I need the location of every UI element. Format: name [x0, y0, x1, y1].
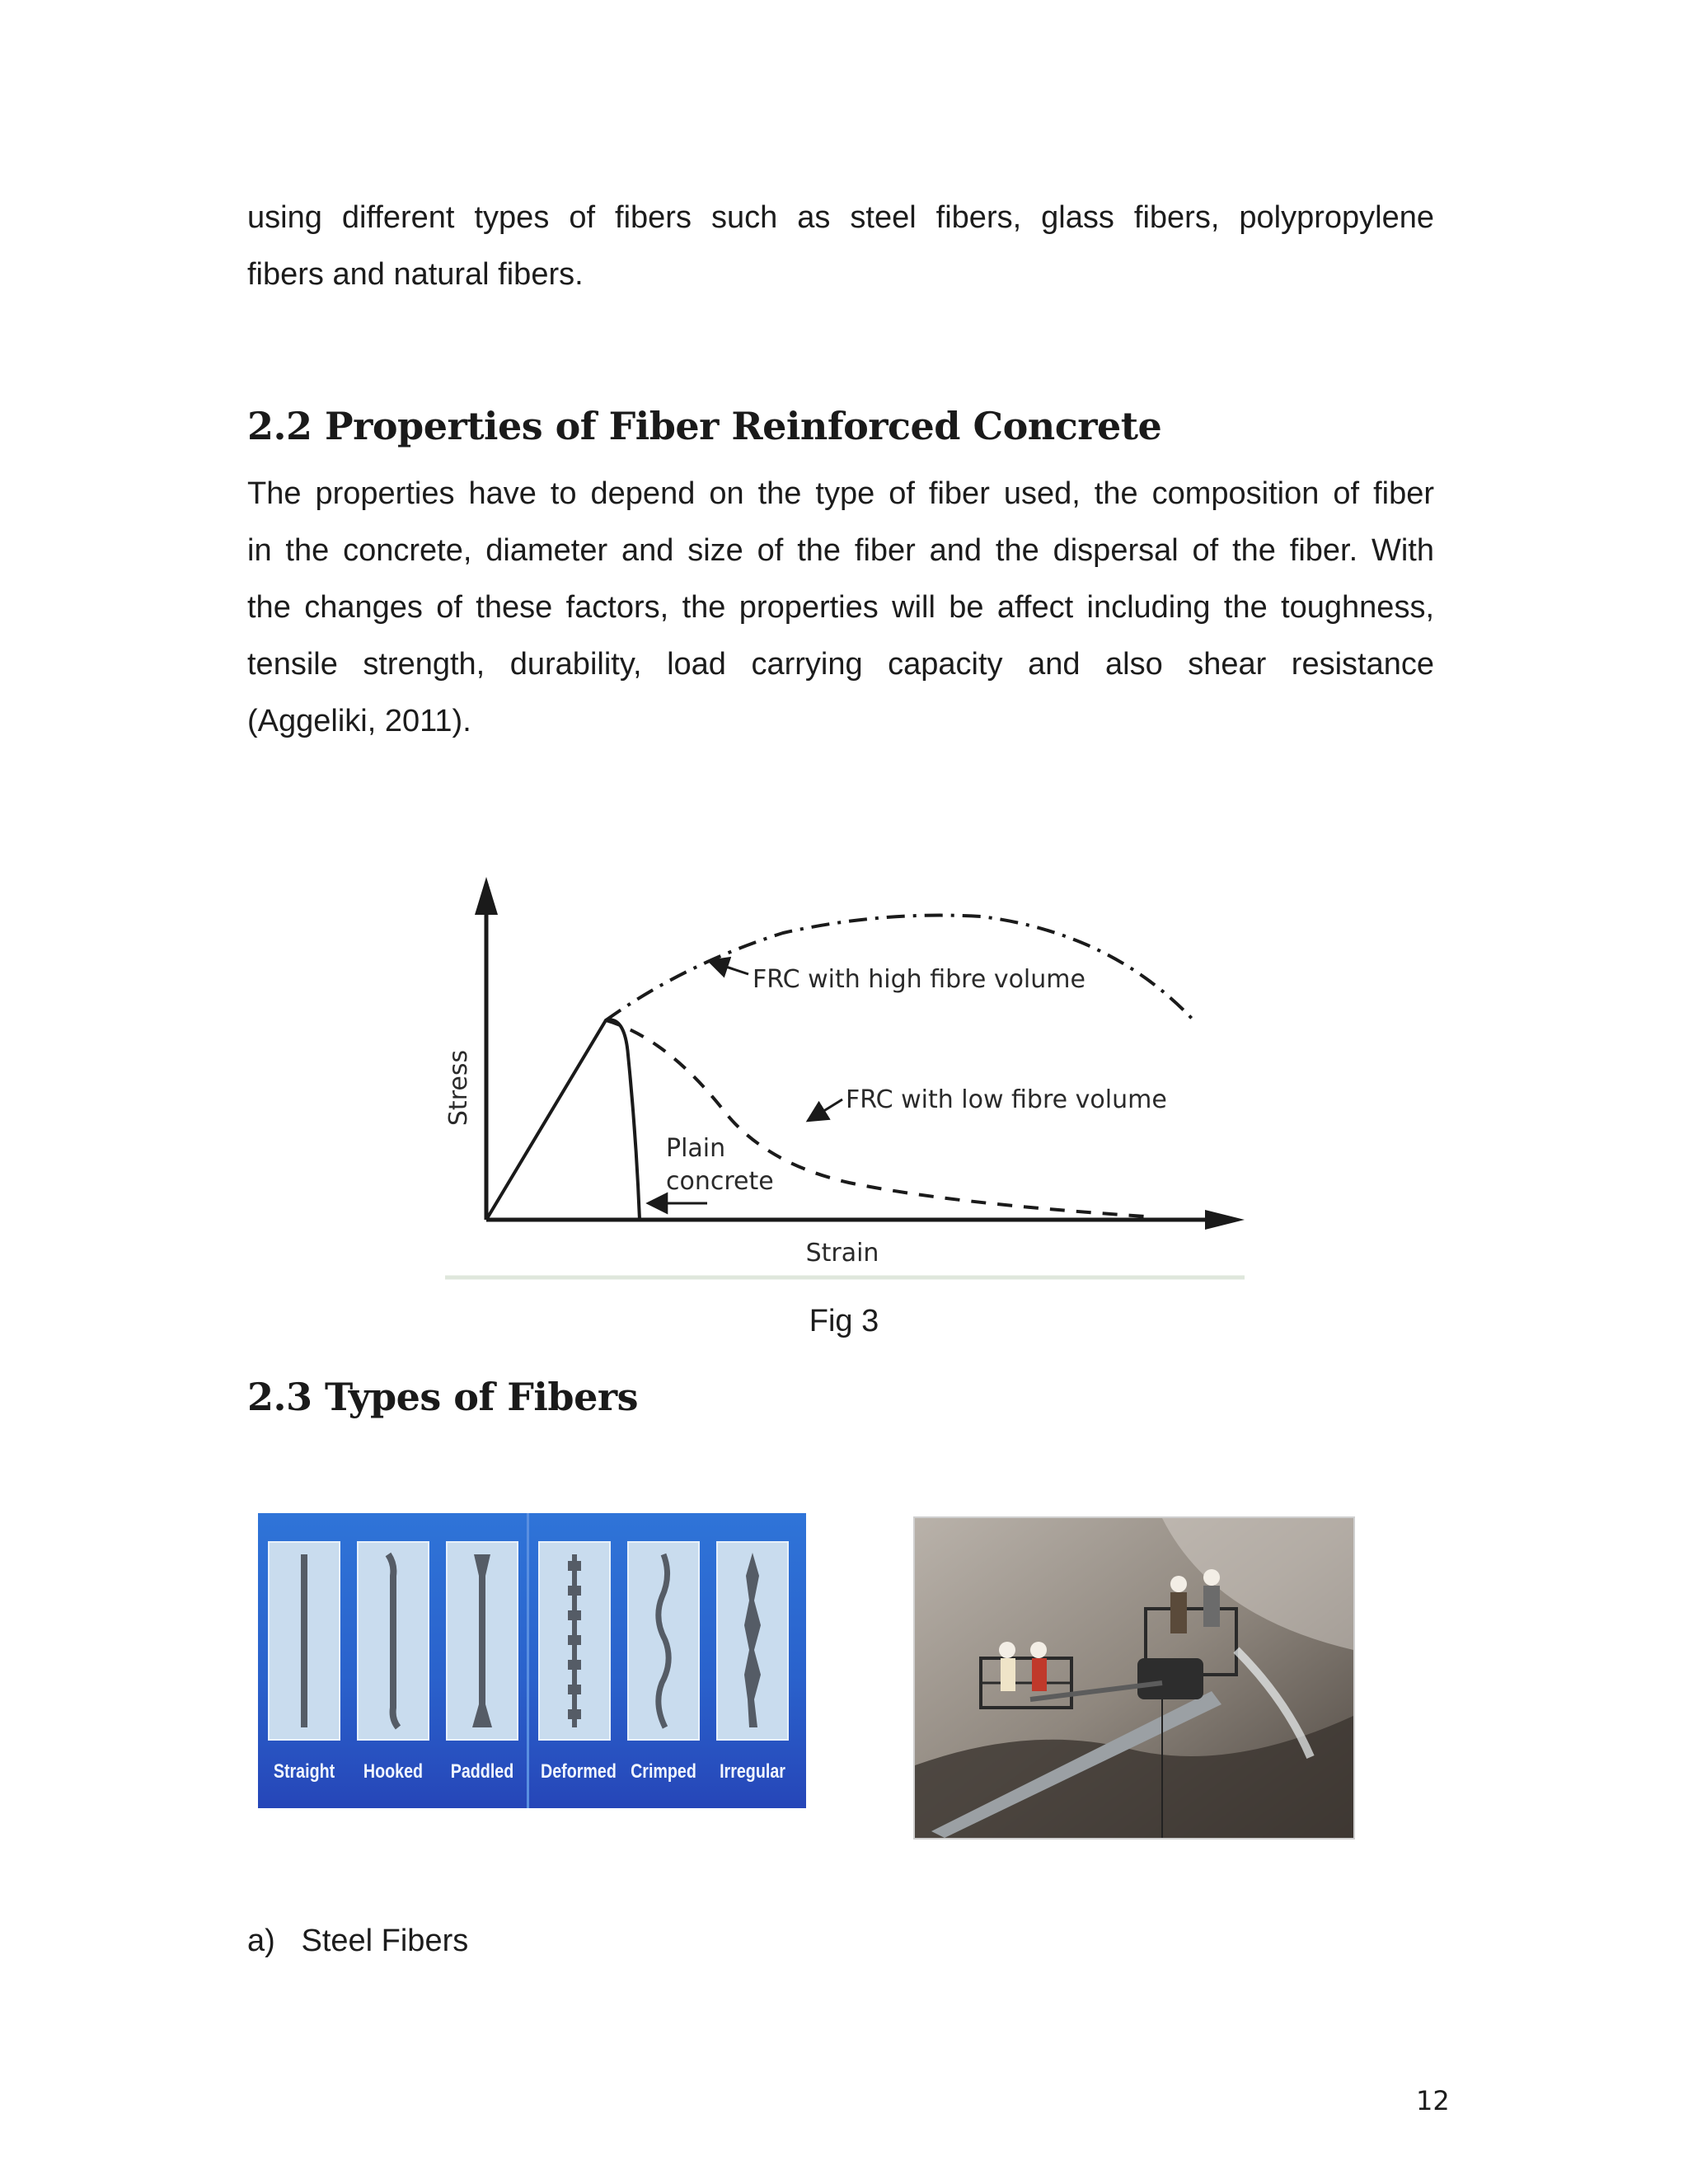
- page-number: 12: [1416, 2085, 1450, 2116]
- arrow-frc-low: [808, 1099, 842, 1121]
- list-marker: a): [247, 1924, 275, 1958]
- arrow-frc-high: [709, 961, 748, 974]
- hooked-fiber-icon: [359, 1543, 428, 1739]
- fiber-label-paddled: Paddled: [450, 1760, 514, 1783]
- shotcrete-photo: [913, 1516, 1355, 1840]
- section-heading-types: 2.3 Types of Fibers: [247, 1375, 638, 1419]
- fiber-card-irregular: [716, 1541, 789, 1741]
- figure-caption: Fig 3: [809, 1304, 879, 1338]
- stress-strain-chart: [420, 865, 1261, 1294]
- irregular-fiber-icon: [718, 1543, 787, 1739]
- label-plain-line-2: concrete: [666, 1167, 774, 1196]
- fiber-label-crimped: Crimped: [631, 1760, 696, 1783]
- intro-line-1: using different types of fibers such as steel fibers, glass fibers, polypropylene: [247, 200, 1434, 235]
- crimped-fiber-icon: [629, 1543, 698, 1739]
- fiber-shapes-image: [258, 1513, 806, 1808]
- intro-paragraph: [247, 190, 1434, 303]
- panel-divider: [527, 1513, 529, 1808]
- list-item-steel-fibers: [247, 1924, 468, 1959]
- fiber-label-hooked: Hooked: [363, 1760, 424, 1783]
- plain-concrete-curve: [486, 1019, 640, 1220]
- properties-line-2: in the concrete, diameter and size of the fiber and the dispersal of the fiber. With: [247, 533, 1434, 568]
- x-axis-arrowhead: [1205, 1210, 1245, 1230]
- paddled-fiber-icon: [448, 1543, 517, 1739]
- section-heading-properties: 2.2 Properties of Fiber Reinforced Concrete: [247, 404, 1162, 448]
- fiber-card-hooked: [357, 1541, 429, 1741]
- y-axis-arrowhead: [475, 877, 498, 915]
- fiber-card-crimped: [627, 1541, 700, 1741]
- intro-line-2: fibers and natural fibers.: [247, 257, 584, 292]
- x-axis-label: Strain: [805, 1239, 879, 1268]
- deformed-fiber-icon: [540, 1543, 609, 1739]
- y-axis-label: Stress: [444, 1049, 473, 1127]
- fiber-label-straight: Straight: [273, 1760, 335, 1783]
- shotcrete-illustration: [915, 1518, 1353, 1838]
- properties-line-5: (Aggeliki, 2011).: [247, 704, 471, 738]
- fiber-card-straight: [268, 1541, 340, 1741]
- fiber-card-deformed: [538, 1541, 611, 1741]
- label-plain-line-1: Plain: [666, 1134, 726, 1163]
- fiber-label-deformed: Deformed: [541, 1760, 617, 1783]
- properties-line-4: tensile strength, durability, load carrying capacity and also shear resistance: [247, 647, 1434, 682]
- properties-paragraph: [247, 466, 1434, 750]
- properties-line-3: the changes of these factors, the properties will be affect including the toughness,: [247, 590, 1434, 625]
- straight-fiber-icon: [270, 1543, 339, 1739]
- properties-line-1: The properties have to depend on the type of fiber used, the composition of fiber: [247, 476, 1434, 511]
- fiber-label-irregular: Irregular: [720, 1760, 785, 1783]
- label-frc-low: FRC with low fibre volume: [846, 1085, 1167, 1114]
- list-text: Steel Fibers: [301, 1924, 469, 1958]
- label-frc-high: FRC with high fibre volume: [753, 965, 1085, 994]
- fiber-card-paddled: [446, 1541, 518, 1741]
